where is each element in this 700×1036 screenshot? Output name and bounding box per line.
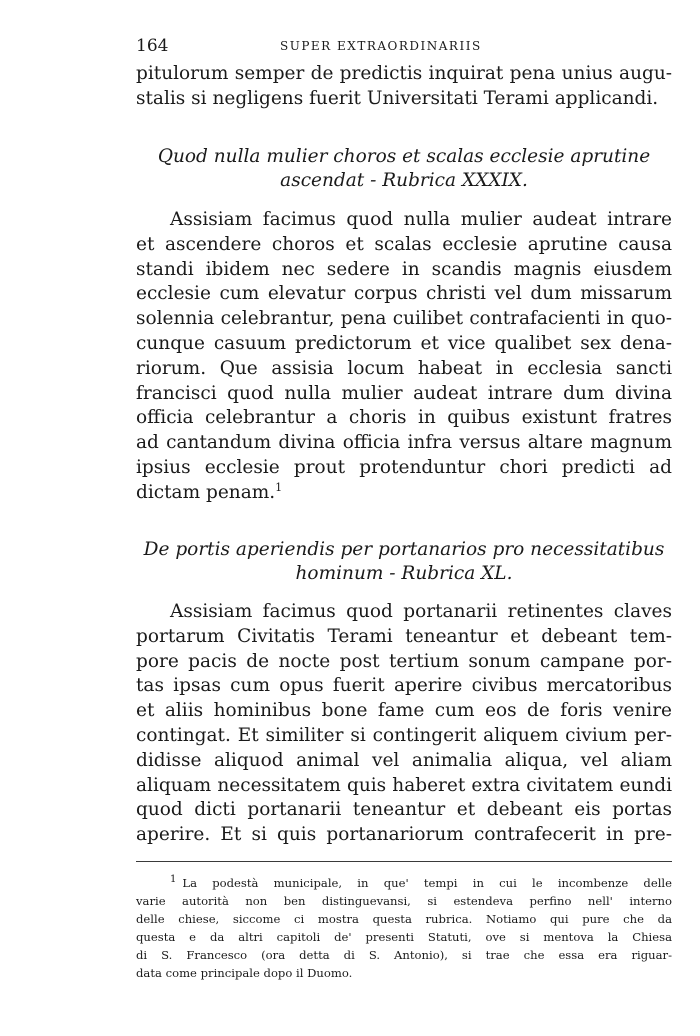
text-line: ecclesie cum elevatur corpus christi vel dum missarum	[136, 283, 672, 305]
heading-line: Quod nulla mulier choros et scalas ecclesie aprutine	[157, 146, 651, 167]
heading-line: hominum - Rubrica XL.	[295, 563, 513, 584]
heading-line: De portis aperiendis per portanarios pro necessitatibus	[143, 539, 665, 560]
text-line: pore pacis de nocte post tertium sonum campane por-	[136, 650, 672, 672]
text-line: et ascendere choros et scalas ecclesie aprutine causa	[136, 233, 672, 255]
text-line: et aliis hominibus bone fame cum eos de foris venire	[136, 700, 672, 722]
text-line: pitulorum semper de predictis inquirat pena unius augu-	[136, 63, 672, 84]
text-line: aperire. Et si quis portanariorum contrafecerit in pre-	[136, 824, 672, 846]
footnote-line: di S. Francesco (ora detta di S. Antonio), si trae che essa era riguar-	[136, 948, 672, 962]
rubric-40-heading	[136, 538, 672, 586]
running-head	[136, 36, 672, 58]
text-line: ad cantandum divina officia infra versus altare magnum	[136, 432, 672, 454]
running-title: SUPER EXTRAORDINARIIS	[280, 39, 482, 53]
text-line: francisci quod nulla mulier audeat intrare dum divina	[136, 382, 672, 404]
text-line: standi ibidem nec sedere in scandis magnis eiusdem	[136, 258, 672, 280]
text-line: riorum. Que assisia locum habeat in ecclesia sancti	[136, 357, 672, 379]
page-number: 164	[136, 36, 169, 56]
footnote-marker[interactable]: 1	[275, 480, 283, 494]
text-line: Assisiam facimus quod portanarii retinentes claves	[170, 601, 672, 622]
text-line: cunque casuum predictorum et vice qualibet sex dena-	[136, 332, 672, 354]
text-line: stalis si negligens fuerit Universitati Terami applicandi.	[136, 87, 659, 109]
footnote-line: varie autorità non ben distinguevansi, si estendeva perfino nell' interno	[136, 894, 672, 908]
footnote-line: data come principale dopo il Duomo.	[136, 966, 353, 980]
text-line: solennia celebrantur, pena cuilibet contrafacienti in quo-	[136, 308, 672, 330]
footnote-number: 1	[170, 874, 177, 886]
text-line: officia celebrantur a choris in quibus existunt fratres	[136, 407, 672, 429]
text-line: ipsius ecclesie prout protenduntur chori predicti ad	[136, 456, 672, 478]
text-line: contingat. Et similiter si contingerit aliquem civium per-	[136, 724, 672, 746]
text-line: didisse aliquod animal vel animalia aliqua, vel aliam	[136, 749, 672, 771]
rubric-39-heading	[136, 145, 672, 193]
text-line: tas ipsas cum opus fuerit aperire civibus mercatoribus	[136, 675, 672, 697]
text-line	[136, 481, 672, 506]
heading-line: ascendat - Rubrica XXXIX.	[280, 170, 528, 191]
rubric-40-body	[136, 600, 672, 848]
footnote-text: La podestà municipale, in que' tempi in cui le incombenze delle	[182, 876, 672, 890]
text-line-end: dictam penam.	[136, 481, 276, 503]
footnote-line	[136, 874, 672, 892]
footnote-divider	[136, 861, 672, 862]
text-line: Assisiam facimus quod nulla mulier audeat intrare	[170, 209, 672, 230]
text-line: quod dicti portanarii teneantur et debeant eis portas	[136, 799, 672, 821]
text-line: aliquam necessitatem quis haberet extra civitatem eundi	[136, 774, 672, 796]
footnote-line: delle chiese, siccome ci mostra questa rubrica. Notiamo qui pure che da	[136, 912, 672, 926]
rubric-39-body	[136, 208, 672, 506]
footnote-line: questa e da altri capitoli de' presenti Statuti, ove si mentova la Chiesa	[136, 930, 672, 944]
footnote-block	[136, 874, 672, 982]
text-line: portarum Civitatis Terami teneantur et debeant tem-	[136, 625, 672, 647]
continuation-paragraph	[136, 62, 672, 112]
